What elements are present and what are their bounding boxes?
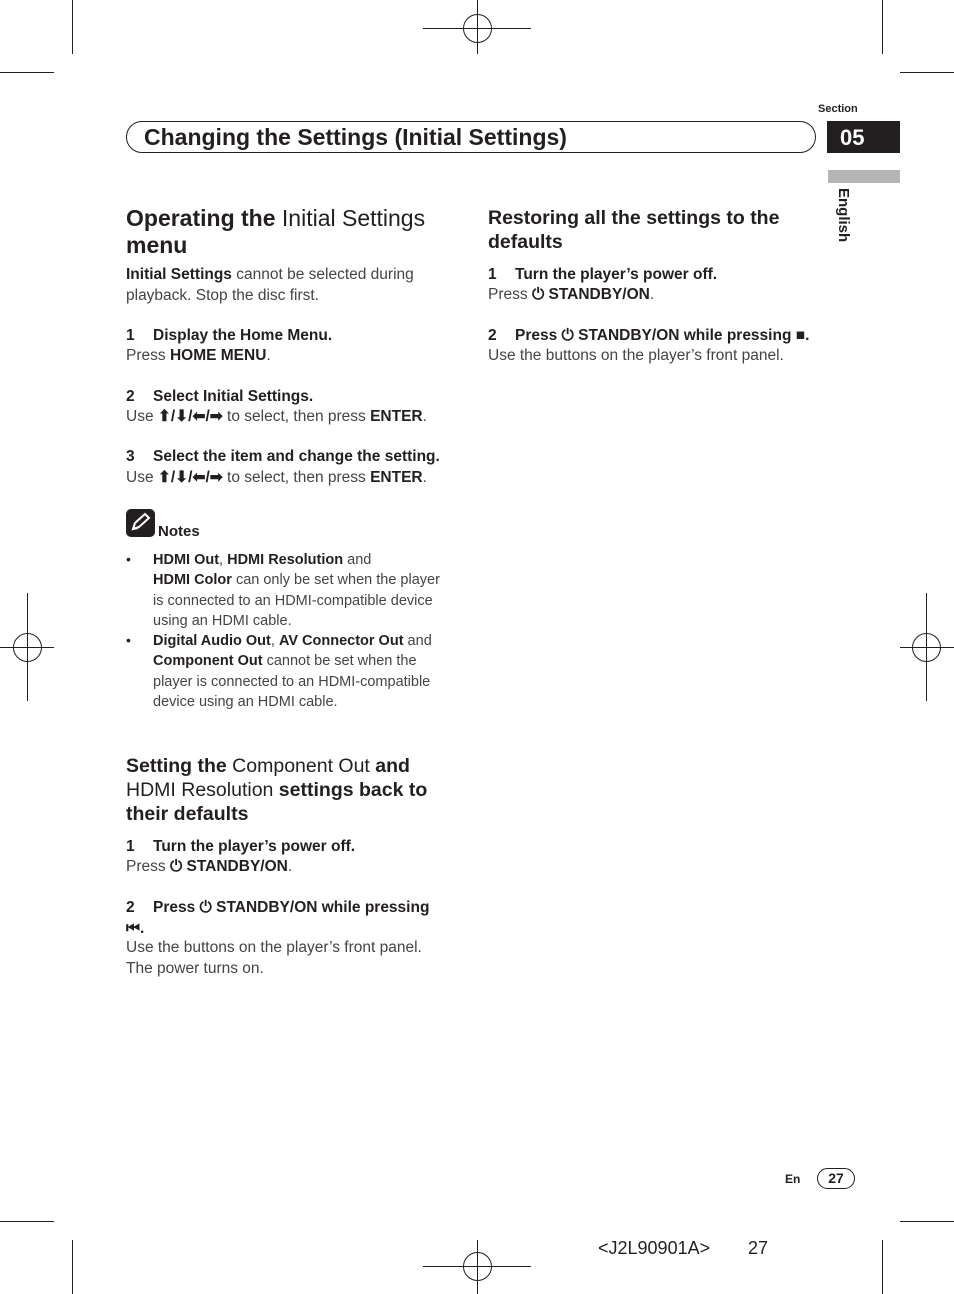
key-name: ENTER (370, 408, 423, 425)
step-title (126, 326, 332, 347)
key-name: HOME MENU (169, 347, 267, 364)
heading-part: Component Out (232, 755, 370, 777)
crop-mark (0, 1221, 54, 1222)
body-text: Use (126, 469, 158, 486)
step-body (126, 857, 292, 878)
notes-label: Notes (158, 523, 200, 540)
note-text: and (343, 552, 372, 568)
intro-line: playback. Stop the disc first. (126, 286, 319, 304)
registration-mark (900, 647, 954, 648)
language-tab (828, 170, 900, 183)
notes-pencil-icon (126, 509, 155, 537)
step-title (126, 898, 466, 939)
step-body (126, 468, 427, 489)
step-number: 1 (488, 266, 497, 283)
power-icon: ⏻ (531, 286, 545, 303)
body-text: Use (126, 408, 158, 425)
step-title (488, 265, 717, 286)
setting-name: AV Connector Out (278, 633, 404, 649)
setting-name: HDMI Color (153, 572, 232, 589)
step-text: STANDBY/ON while pressing (573, 327, 796, 344)
body-text: Use the buttons on the player’s front panel. (488, 347, 784, 364)
body-text: . (649, 286, 655, 303)
registration-mark (423, 28, 531, 29)
language-label-wrap (832, 188, 852, 258)
body-text: . (422, 408, 427, 425)
registration-mark (477, 0, 478, 54)
body-text: Press (488, 286, 532, 303)
crop-mark (900, 1221, 954, 1222)
footer-language: En (785, 1172, 801, 1186)
job-code: <J2L90901A> (598, 1238, 711, 1258)
step-body (488, 346, 784, 367)
crop-mark (72, 1240, 73, 1294)
step-text: Turn the player’s power off. (515, 266, 718, 283)
heading-part: Operating the (126, 205, 282, 231)
body-text: . (422, 469, 427, 486)
crop-mark (882, 1240, 883, 1294)
note-text: player is connected to an HDMI-compatible (153, 673, 431, 690)
step-body (126, 938, 422, 979)
bullet: • (126, 632, 131, 648)
body-text: The power turns on. (126, 959, 264, 977)
crop-mark (882, 0, 883, 54)
step-text: Press (515, 327, 562, 344)
intro-bold: Initial Settings (126, 266, 232, 283)
heading-part: HDMI Resolution (126, 779, 274, 801)
step-text: Select Initial Settings. (153, 388, 314, 405)
body-text: to select, then press (222, 469, 371, 486)
body-text: to select, then press (222, 408, 371, 425)
heading-part: Restoring all the settings to the (488, 207, 780, 229)
heading-part: their defaults (126, 803, 249, 825)
section-label: Section (818, 103, 858, 115)
note-text: , (219, 552, 228, 568)
crop-mark (0, 72, 54, 73)
skip-back-icon: ⏮. (126, 919, 145, 937)
heading-part: and (369, 755, 410, 777)
step-body (126, 346, 271, 367)
heading-part: settings back to (273, 779, 428, 801)
step-text: Display the Home Menu. (153, 327, 333, 344)
page-number: 27 (817, 1168, 855, 1189)
step-body (488, 285, 654, 306)
body-text: Use the buttons on the player’s front panel. (126, 939, 422, 956)
step-body (126, 407, 427, 428)
step-number: 1 (126, 327, 135, 344)
body-text: . (266, 347, 271, 364)
body-text: Press (126, 858, 170, 875)
step-text: Turn the player’s power off. (153, 838, 356, 855)
page-title: Changing the Settings (Initial Settings) (144, 124, 567, 150)
body-text: Press (126, 347, 170, 364)
intro-text (126, 265, 466, 306)
language-label: English (835, 188, 852, 243)
note-text: can only be set when the player (231, 572, 440, 589)
section-heading (488, 206, 828, 254)
step-number: 3 (126, 448, 135, 465)
section-heading (126, 754, 466, 826)
registration-mark (477, 1240, 478, 1294)
step-number: 2 (126, 388, 135, 405)
key-name: ENTER (370, 469, 423, 486)
heading-part: Setting the (126, 755, 233, 777)
heading-part: menu (126, 232, 188, 258)
power-icon: ⏻ (169, 858, 183, 875)
crop-mark (900, 72, 954, 73)
note-text: device using an HDMI cable. (153, 694, 338, 711)
section-number: 05 (827, 121, 900, 153)
section-heading (126, 205, 466, 259)
step-number: 2 (126, 899, 135, 916)
step-number: 2 (488, 327, 497, 344)
note-text: , (270, 633, 279, 649)
registration-mark (0, 647, 54, 648)
setting-name: HDMI Resolution (227, 552, 344, 568)
key-name: STANDBY/ON (544, 286, 650, 303)
registration-mark (423, 1266, 531, 1267)
note-item (153, 631, 463, 713)
heading-part: defaults (488, 231, 563, 253)
note-text: cannot be set when the (262, 653, 417, 670)
intro-line: cannot be selected during (231, 266, 414, 283)
step-title (126, 837, 355, 858)
note-text: using an HDMI cable. (153, 613, 292, 630)
bullet: • (126, 551, 131, 567)
step-title (126, 387, 313, 408)
heading-part: Initial Settings (281, 205, 426, 231)
step-title (126, 447, 440, 468)
body-text: . (287, 858, 293, 875)
note-text: and (403, 633, 432, 649)
arrow-keys-icon: ⬆/⬇/⬅/➡ (157, 469, 223, 486)
step-text: Press (153, 899, 200, 916)
key-name: STANDBY/ON (182, 858, 288, 875)
job-page-number: 27 (748, 1238, 769, 1258)
arrow-keys-icon: ⬆/⬇/⬅/➡ (157, 408, 223, 425)
note-item (153, 550, 463, 632)
power-icon: ⏻ (561, 327, 574, 344)
step-number: 1 (126, 838, 135, 855)
note-text: is connected to an HDMI-compatible device (153, 592, 433, 609)
stop-icon: ■. (795, 327, 810, 344)
power-icon: ⏻ (199, 899, 212, 916)
crop-mark (72, 0, 73, 54)
setting-name: Component Out (153, 653, 263, 670)
setting-name: Digital Audio Out (153, 633, 271, 649)
step-text: Select the item and change the setting. (153, 448, 440, 465)
step-text: STANDBY/ON while pressing (211, 899, 430, 916)
step-title (488, 326, 828, 347)
setting-name: HDMI Out (153, 552, 220, 568)
